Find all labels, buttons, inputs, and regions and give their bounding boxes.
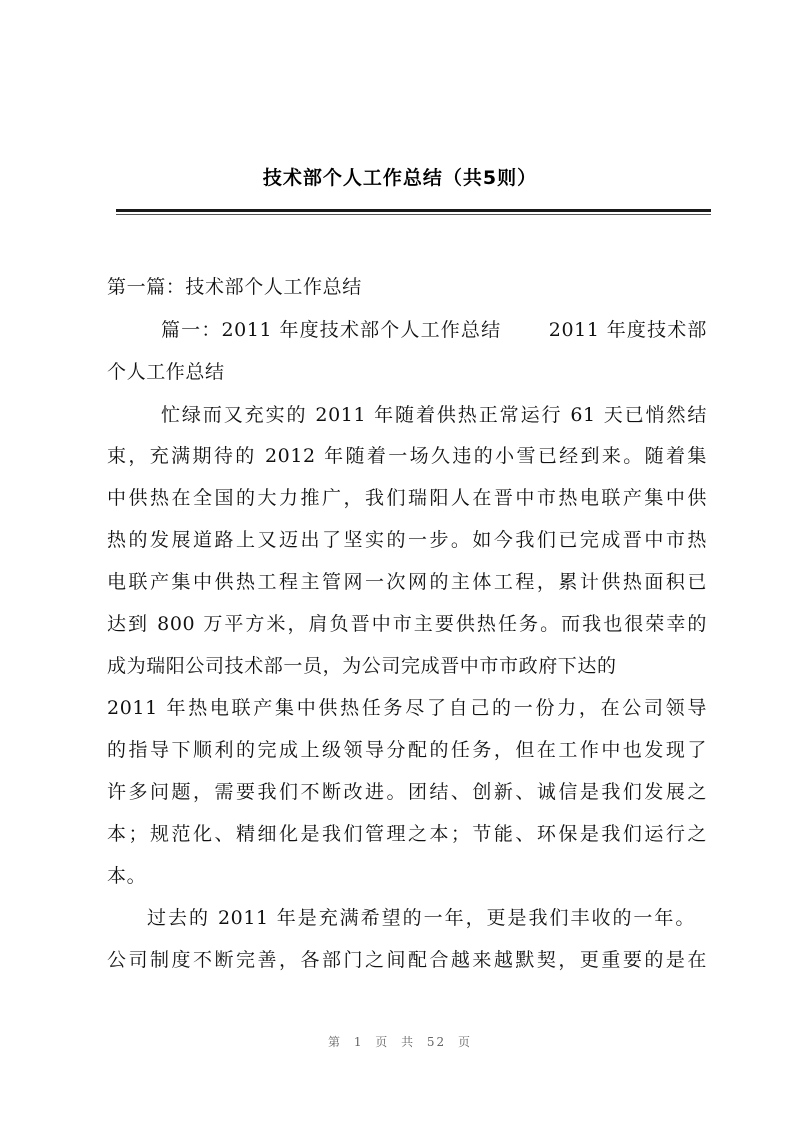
paragraph-line: 个人工作总结 [107,361,225,383]
paragraph-line: 忙绿而又充实的 2011 年随着供热正常运行 61 天已悄然结 [161,404,707,426]
title-divider-thin [116,214,711,215]
section-heading: 第一篇：技术部个人工作总结 [107,276,362,298]
page-footer: 第 1 页 共 52 页 [328,1035,472,1049]
paragraph-line: 束，充满期待的 2012 年随着一场久违的小雪已经到来。随着集 [107,445,707,467]
paragraph-line: 的指导下顺利的完成上级领导分配的任务，但在工作中也发现了 [107,739,707,761]
paragraph-line: 许多问题，需要我们不断改进。团结、创新、诚信是我们发展之 [107,781,707,803]
paragraph-line: 篇一：2011 年度技术部个人工作总结 2011 年度技术部 [161,319,707,341]
paragraph-line: 中供热在全国的大力推广，我们瑞阳人在晋中市热电联产集中供 [107,487,707,509]
title-divider [116,209,711,212]
paragraph-line: 达到 800 万平方米，肩负晋中市主要供热任务。而我也很荣幸的 [107,613,707,635]
paragraph-line: 2011 年热电联产集中供热任务尽了自己的一份力，在公司领导 [107,697,707,719]
paragraph-line: 过去的 2011 年是充满希望的一年，更是我们丰收的一年。 [147,907,695,929]
paragraph-line: 本；规范化、精细化是我们管理之本；节能、环保是我们运行之 [107,823,707,845]
paragraph-line: 热的发展道路上又迈出了坚实的一步。如今我们已完成晋中市热 [107,529,707,551]
paragraph-line: 本。 [107,865,147,887]
paragraph-line: 电联产集中供热工程主管网一次网的主体工程，累计供热面积已 [107,571,707,593]
paragraph-line: 公司制度不断完善，各部门之间配合越来越默契，更重要的是在 [107,949,707,971]
document-title: 技术部个人工作总结（共5则） [262,167,538,189]
paragraph-line: 成为瑞阳公司技术部一员，为公司完成晋中市市政府下达的 [107,655,617,677]
